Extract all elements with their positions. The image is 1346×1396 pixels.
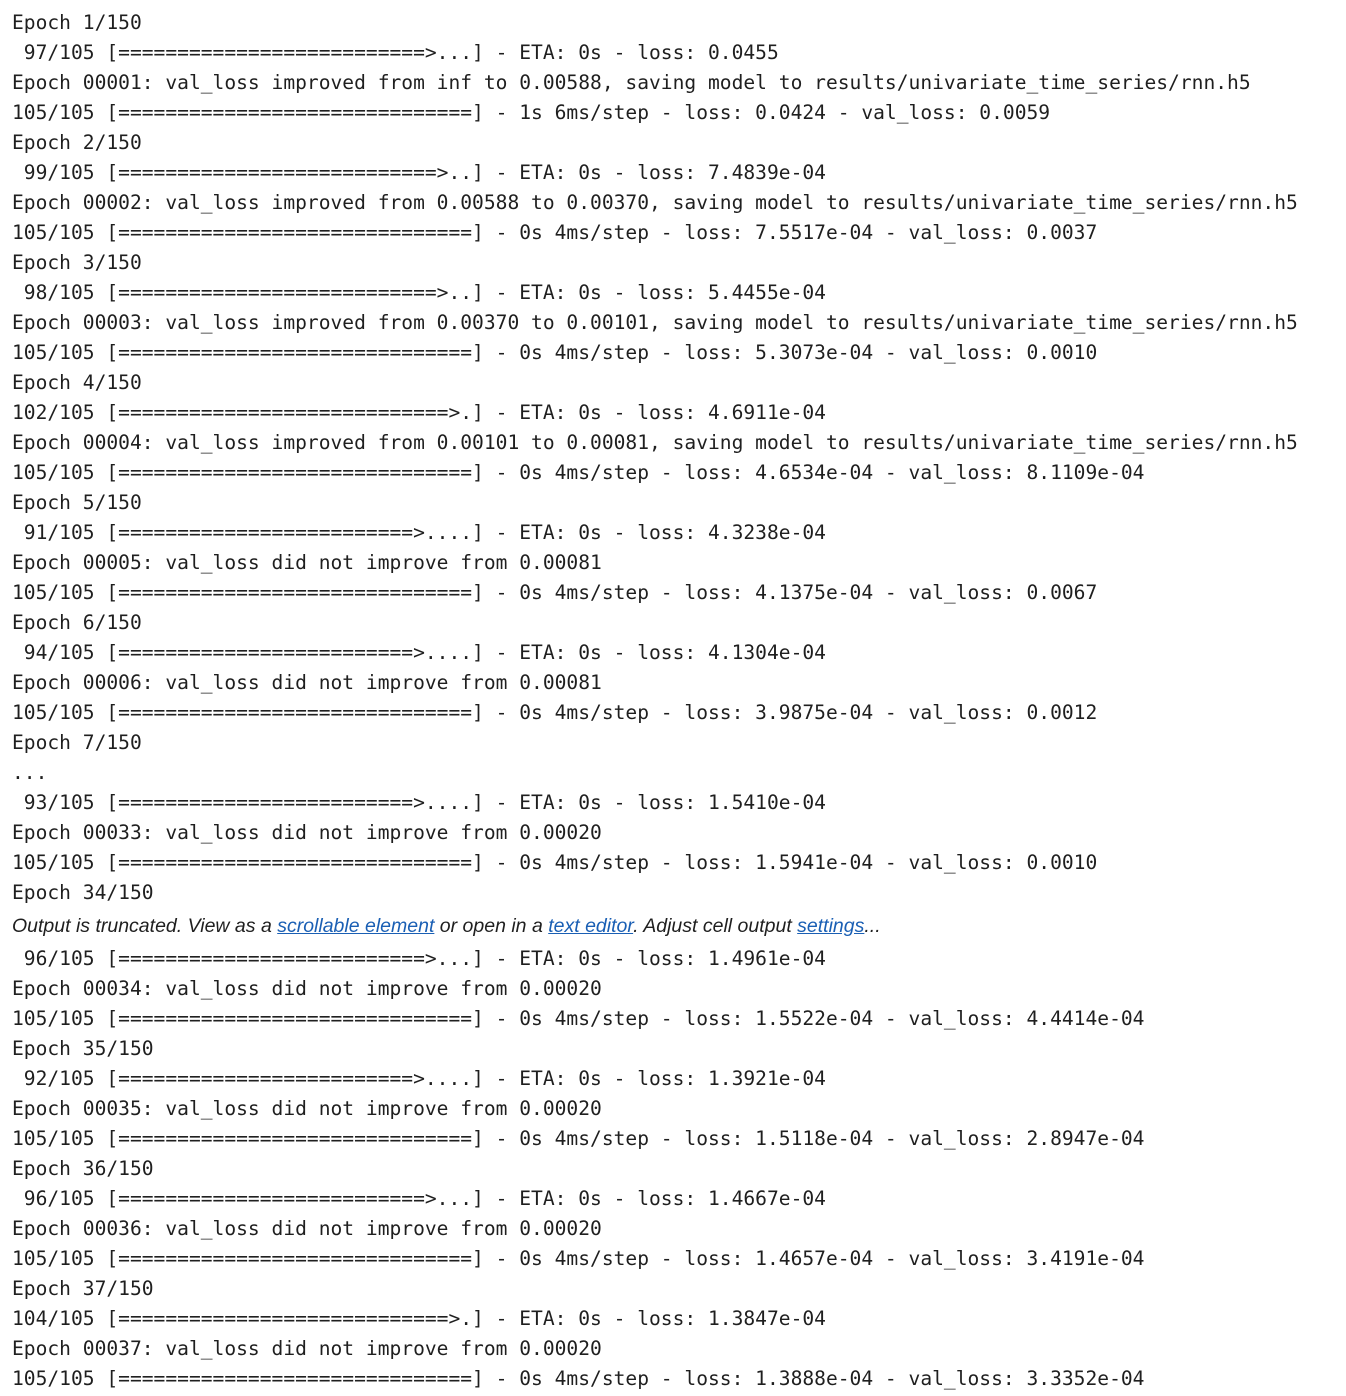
output-line: 105/105 [==============================] - 0s 4ms/step - loss: 1.3888e-04 - val_loss: 3.3352e-04 bbox=[12, 1367, 1145, 1390]
output-lines-before bbox=[12, 8, 1342, 908]
output-line: Epoch 7/150 bbox=[12, 731, 142, 754]
output-line: 98/105 [===========================>..] - ETA: 0s - loss: 5.4455e-04 bbox=[12, 281, 826, 304]
output-line: Epoch 00036: val_loss did not improve from 0.00020 bbox=[12, 1217, 602, 1240]
output-line: 94/105 [=========================>....] - ETA: 0s - loss: 4.1304e-04 bbox=[12, 641, 826, 664]
output-line: Epoch 00035: val_loss did not improve from 0.00020 bbox=[12, 1097, 602, 1120]
output-line: Epoch 6/150 bbox=[12, 611, 142, 634]
output-line: Epoch 00002: val_loss improved from 0.00588 to 0.00370, saving model to results/univariate_time_series/rnn.h5 bbox=[12, 191, 1298, 214]
notice-text: ... bbox=[864, 915, 881, 937]
output-line: 105/105 [==============================] - 0s 4ms/step - loss: 4.1375e-04 - val_loss: 0.0067 bbox=[12, 581, 1098, 604]
output-line: 97/105 [==========================>...] - ETA: 0s - loss: 0.0455 bbox=[12, 41, 779, 64]
text-editor-link[interactable]: text editor bbox=[548, 915, 634, 937]
output-line: Epoch 00006: val_loss did not improve from 0.00081 bbox=[12, 671, 602, 694]
output-line: Epoch 00037: val_loss did not improve from 0.00020 bbox=[12, 1337, 602, 1360]
output-line: Epoch 5/150 bbox=[12, 491, 142, 514]
output-line: 105/105 [==============================] - 0s 4ms/step - loss: 5.3073e-04 - val_loss: 0.0010 bbox=[12, 341, 1098, 364]
output-line: Epoch 36/150 bbox=[12, 1157, 154, 1180]
output-line: 96/105 [==========================>...] - ETA: 0s - loss: 1.4961e-04 bbox=[12, 947, 826, 970]
output-line: Epoch 00033: val_loss did not improve from 0.00020 bbox=[12, 821, 602, 844]
output-line: 99/105 [===========================>..] - ETA: 0s - loss: 7.4839e-04 bbox=[12, 161, 826, 184]
output-line: Epoch 3/150 bbox=[12, 251, 142, 274]
output-line: Epoch 34/150 bbox=[12, 881, 154, 904]
output-lines-after bbox=[12, 944, 1342, 1394]
output-line: 105/105 [==============================] - 0s 4ms/step - loss: 4.6534e-04 - val_loss: 8.1109e-04 bbox=[12, 461, 1145, 484]
scrollable-element-link[interactable]: scrollable element bbox=[277, 915, 435, 937]
output-line: 104/105 [============================>.] - ETA: 0s - loss: 1.3847e-04 bbox=[12, 1307, 826, 1330]
output-line: 91/105 [=========================>....] - ETA: 0s - loss: 4.3238e-04 bbox=[12, 521, 826, 544]
output-line: 105/105 [==============================] - 0s 4ms/step - loss: 1.5522e-04 - val_loss: 4.4414e-04 bbox=[12, 1007, 1145, 1030]
output-line: Epoch 00001: val_loss improved from inf to 0.00588, saving model to results/univariate_time_series/rnn.h5 bbox=[12, 71, 1251, 94]
output-line: Epoch 2/150 bbox=[12, 131, 142, 154]
output-line: 105/105 [==============================] - 0s 4ms/step - loss: 1.5118e-04 - val_loss: 2.8947e-04 bbox=[12, 1127, 1145, 1150]
output-line: ... bbox=[12, 761, 48, 784]
output-line: 105/105 [==============================] - 0s 4ms/step - loss: 1.4657e-04 - val_loss: 3.4191e-04 bbox=[12, 1247, 1145, 1270]
output-line: Epoch 37/150 bbox=[12, 1277, 154, 1300]
output-line: 96/105 [==========================>...] - ETA: 0s - loss: 1.4667e-04 bbox=[12, 1187, 826, 1210]
output-line: Epoch 1/150 bbox=[12, 11, 142, 34]
output-line: Epoch 00034: val_loss did not improve from 0.00020 bbox=[12, 977, 602, 1000]
output-line: 105/105 [==============================] - 0s 4ms/step - loss: 3.9875e-04 - val_loss: 0.0012 bbox=[12, 701, 1098, 724]
output-line: 105/105 [==============================] - 0s 4ms/step - loss: 1.5941e-04 - val_loss: 0.0010 bbox=[12, 851, 1098, 874]
output-line: Epoch 00005: val_loss did not improve from 0.00081 bbox=[12, 551, 602, 574]
output-line: Epoch 35/150 bbox=[12, 1037, 154, 1060]
output-line: Epoch 00004: val_loss improved from 0.00101 to 0.00081, saving model to results/univariate_time_series/rnn.h5 bbox=[12, 431, 1298, 454]
output-line: 102/105 [============================>.] - ETA: 0s - loss: 4.6911e-04 bbox=[12, 401, 826, 424]
output-line: 105/105 [==============================] - 1s 6ms/step - loss: 0.0424 - val_loss: 0.0059 bbox=[12, 101, 1051, 124]
output-line: Epoch 00003: val_loss improved from 0.00370 to 0.00101, saving model to results/univariate_time_series/rnn.h5 bbox=[12, 311, 1298, 334]
truncation-notice bbox=[12, 908, 1342, 944]
output-line: 105/105 [==============================] - 0s 4ms/step - loss: 7.5517e-04 - val_loss: 0.0037 bbox=[12, 221, 1098, 244]
notice-text: . Adjust cell output bbox=[633, 915, 798, 937]
output-line: 93/105 [=========================>....] - ETA: 0s - loss: 1.5410e-04 bbox=[12, 791, 826, 814]
output-line: 92/105 [=========================>....] - ETA: 0s - loss: 1.3921e-04 bbox=[12, 1067, 826, 1090]
cell-output bbox=[12, 8, 1342, 1394]
notice-text: Output is truncated. View as a bbox=[12, 915, 278, 937]
output-line: Epoch 4/150 bbox=[12, 371, 142, 394]
notice-text: or open in a bbox=[434, 915, 549, 937]
settings-link[interactable]: settings bbox=[797, 915, 865, 937]
